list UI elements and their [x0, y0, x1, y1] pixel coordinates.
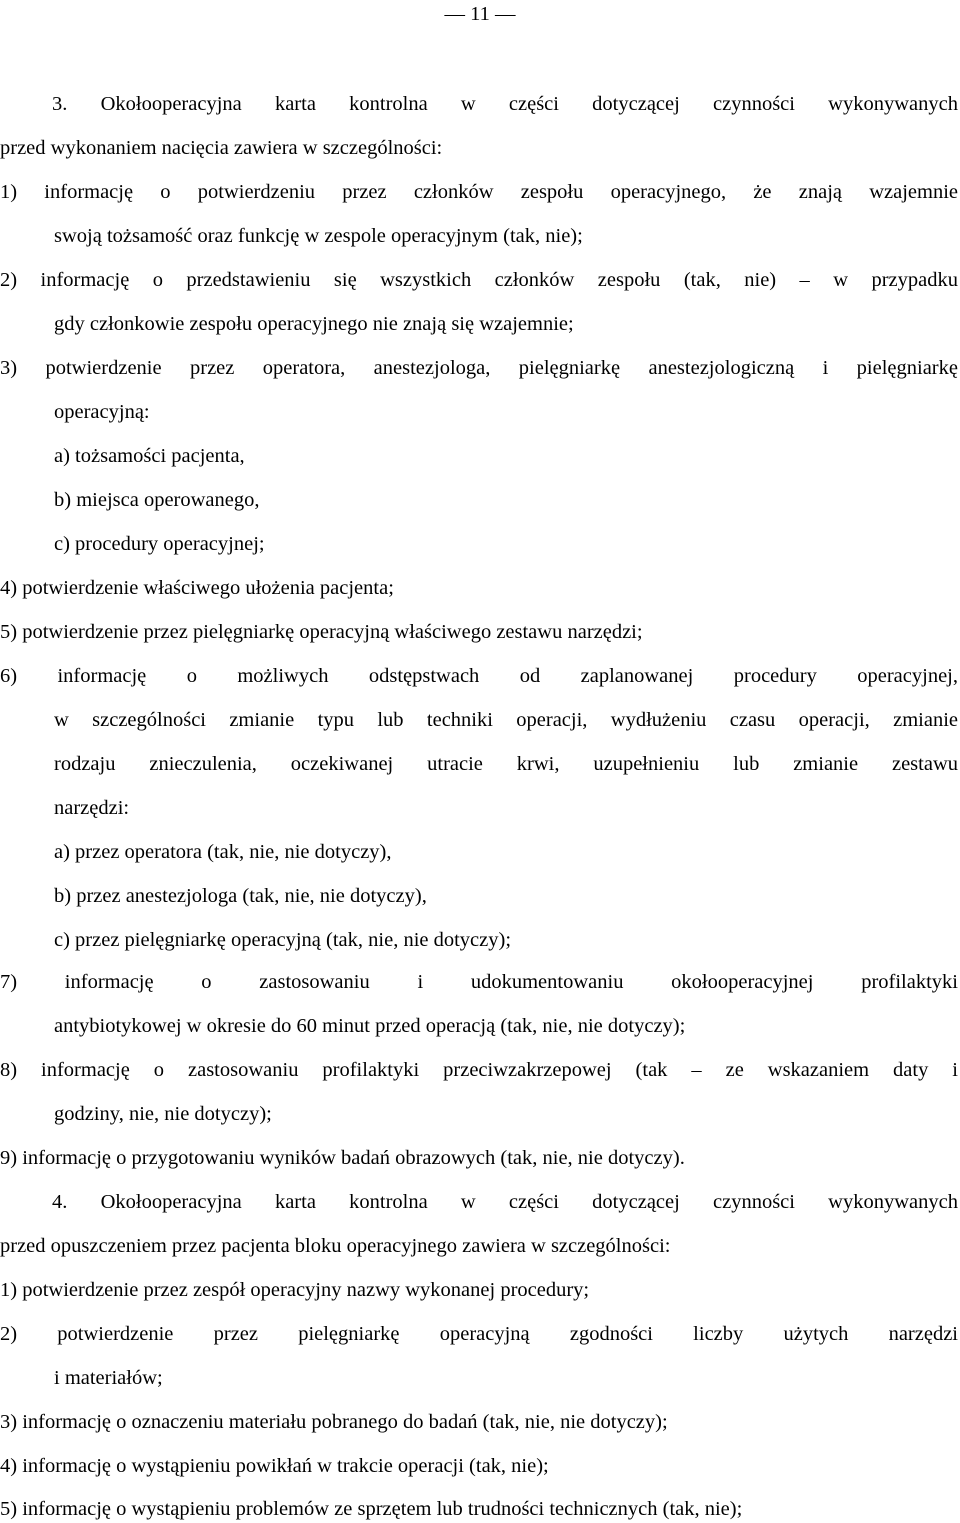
list-item: 1) potwierdzenie przez zespół operacyjny nazwy wykonanej procedury;: [0, 1279, 590, 1301]
sub-item: a) przez operatora (tak, nie, nie dotyczy),: [54, 841, 392, 863]
sub-item: b) przez anestezjologa (tak, nie, nie dotyczy),: [54, 885, 427, 907]
list-item: 7) informację o zastosowaniu i udokumentowaniu okołooperacyjnej profilaktyki: [0, 971, 958, 993]
text-line: godziny, nie, nie dotyczy);: [54, 1103, 272, 1125]
sub-item: c) przez pielęgniarkę operacyjną (tak, nie, nie dotyczy);: [54, 929, 512, 951]
page-number: — 11 —: [444, 3, 516, 25]
text-line: w szczególności zmianie typu lub techniki operacji, wydłużeniu czasu operacji, zmianie: [54, 709, 958, 731]
list-item: 2) informację o przedstawieniu się wszystkich członków zespołu (tak, nie) – w przypadku: [0, 269, 958, 291]
section-4-heading: 4. Okołooperacyjna karta kontrolna w części dotyczącej czynności wykonywanych: [52, 1191, 958, 1213]
list-item: 8) informację o zastosowaniu profilaktyki przeciwzakrzepowej (tak – ze wskazaniem daty i: [0, 1059, 958, 1081]
list-item: 4) informację o wystąpieniu powikłań w trakcie operacji (tak, nie);: [0, 1455, 549, 1477]
list-item: 4) potwierdzenie właściwego ułożenia pacjenta;: [0, 577, 394, 599]
sub-item: c) procedury operacyjnej;: [54, 533, 265, 555]
text-line: operacyjną:: [54, 401, 150, 423]
section-3-heading: 3. Okołooperacyjna karta kontrolna w części dotyczącej czynności wykonywanych: [52, 93, 958, 115]
list-item: 3) potwierdzenie przez operatora, anestezjologa, pielęgniarkę anestezjologiczną i pielęgniarkę: [0, 357, 958, 379]
text-line: swoją tożsamość oraz funkcję w zespole operacyjnym (tak, nie);: [54, 225, 583, 247]
list-item: 5) informację o wystąpieniu problemów ze sprzętem lub trudności technicznych (tak, nie);: [0, 1498, 743, 1520]
sub-item: a) tożsamości pacjenta,: [54, 445, 245, 467]
list-item: 1) informację o potwierdzeniu przez członków zespołu operacyjnego, że znają wzajemnie: [0, 181, 958, 203]
text-line: gdy członkowie zespołu operacyjnego nie znają się wzajemnie;: [54, 313, 574, 335]
list-item: 9) informację o przygotowaniu wyników badań obrazowych (tak, nie, nie dotyczy).: [0, 1147, 685, 1169]
text-line: antybiotykowej w okresie do 60 minut przed operacją (tak, nie, nie dotyczy);: [54, 1015, 686, 1037]
list-item: 6) informację o możliwych odstępstwach od zaplanowanej procedury operacyjnej,: [0, 665, 958, 687]
text-line: rodzaju znieczulenia, oczekiwanej utracie krwi, uzupełnieniu lub zmianie zestawu: [54, 753, 958, 775]
sub-item: b) miejsca operowanego,: [54, 489, 260, 511]
text-line: przed wykonaniem nacięcia zawiera w szczególności:: [0, 137, 443, 159]
text-line: narzędzi:: [54, 797, 130, 819]
list-item: 2) potwierdzenie przez pielęgniarkę operacyjną zgodności liczby użytych narzędzi: [0, 1323, 958, 1345]
text-line: i materiałów;: [54, 1367, 163, 1389]
list-item: 3) informację o oznaczeniu materiału pobranego do badań (tak, nie, nie dotyczy);: [0, 1411, 668, 1433]
list-item: 5) potwierdzenie przez pielęgniarkę operacyjną właściwego zestawu narzędzi;: [0, 621, 643, 643]
text-line: przed opuszczeniem przez pacjenta bloku operacyjnego zawiera w szczególności:: [0, 1235, 671, 1257]
